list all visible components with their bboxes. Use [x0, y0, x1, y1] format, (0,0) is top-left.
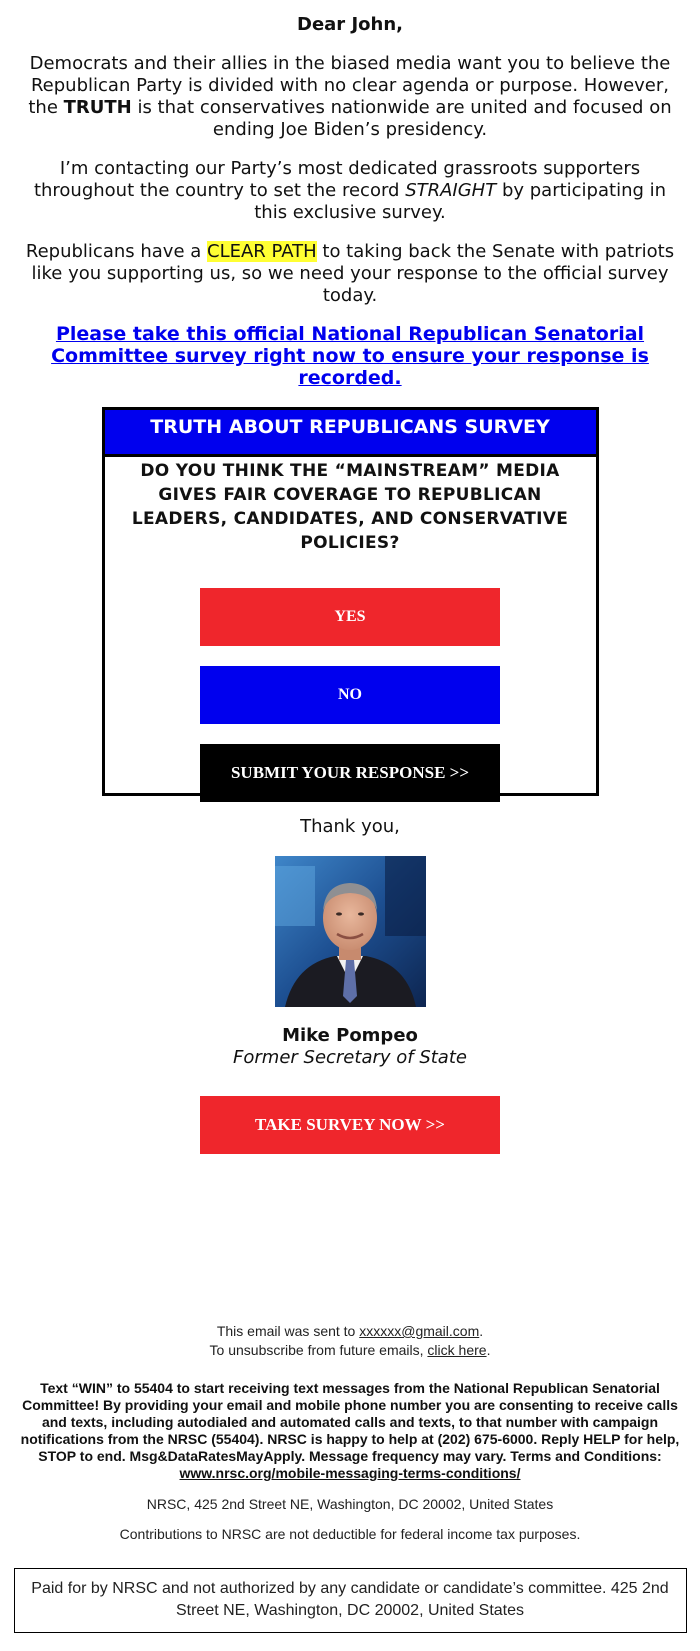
sms-disclaimer: [18, 1380, 682, 1482]
survey-header: TRUTH ABOUT REPUBLICANS SURVEY: [105, 410, 596, 457]
paragraph-1-text-b: is that conservatives nationwide are united and focused on ending Joe Biden’s presidency.: [131, 97, 672, 140]
paragraph-3-text-b: to taking back the Senate with patriots like you supporting us, so we need your response to the official survey today.: [31, 241, 675, 306]
truth-emphasis: TRUTH: [63, 97, 132, 118]
signer-title: Former Secretary of State: [233, 1047, 467, 1068]
unsubscribe-prefix: To unsubscribe from future emails,: [209, 1342, 428, 1358]
paragraph-3-text-a: Republicans have a: [25, 241, 207, 262]
sms-terms-link[interactable]: www.nrsc.org/mobile-messaging-terms-conditions/: [179, 1465, 521, 1481]
greeting: Dear John,: [297, 14, 403, 35]
unsubscribe-suffix: .: [486, 1342, 491, 1358]
thanks-text: Thank you,: [300, 816, 400, 837]
paragraph-2-text-a: I’m contacting our Party’s most dedicated grassroots supporters throughout the country to set the record: [33, 158, 641, 201]
portrait-image: [275, 856, 426, 1007]
sent-prefix: This email was sent to: [216, 1323, 360, 1339]
paid-for-disclaimer: Paid for by NRSC and not authorized by any candidate or candidate’s committee. 425 2nd Street NE, Washington, DC 20002, United States: [14, 1568, 687, 1633]
tax-notice: Contributions to NRSC are not deductible for federal income tax purposes.: [119, 1526, 581, 1542]
unsubscribe-link[interactable]: click here: [427, 1342, 487, 1358]
paragraph-1: [0, 53, 700, 141]
clear-path-highlight: CLEAR PATH: [207, 241, 317, 262]
paragraph-1-text-a: Democrats and their allies in the biased media want you to believe the Republican Party is divided with no clear agenda or purpose. However, the: [28, 53, 671, 118]
signer-name: Mike Pompeo: [282, 1025, 418, 1046]
yes-button[interactable]: YES: [200, 588, 500, 646]
survey-cta-link[interactable]: Please take this official National Republican Senatorial Committee survey right now to ensure your response is recorded.: [51, 323, 649, 389]
footer-recipient: [0, 1322, 700, 1360]
email-body: [0, 14, 700, 1633]
submit-response-button[interactable]: SUBMIT YOUR RESPONSE >>: [200, 744, 500, 802]
mailing-address: NRSC, 425 2nd Street NE, Washington, DC 20002, United States: [146, 1496, 554, 1512]
sent-suffix: .: [479, 1323, 484, 1339]
survey-question: DO YOU THINK THE “MAINSTREAM” MEDIA GIVES FAIR COVERAGE TO REPUBLICAN LEADERS, CANDIDATES, AND CONSERVATIVE POLICIES?: [131, 461, 569, 553]
paragraph-2: [0, 158, 700, 224]
recipient-email-link[interactable]: xxxxxx@gmail.com: [359, 1323, 480, 1339]
survey-box: [102, 407, 599, 796]
straight-emphasis: STRAIGHT: [405, 180, 497, 201]
paragraph-2-text-b: by participating in this exclusive survey.: [254, 180, 667, 223]
take-survey-button[interactable]: TAKE SURVEY NOW >>: [200, 1096, 500, 1154]
paragraph-3: [0, 241, 700, 307]
sms-text: Text “WIN” to 55404 to start receiving text messages from the National Republican Senatorial Committee! By providing your email and mobile phone number you are consenting to receive calls and texts, including autodialed and automated calls and texts, to that number with campaign notifications from the NRSC (55404). NRSC is happy to help at (202) 675-6000. Reply HELP for help, STOP to end. Msg&DataRatesMayApply. Message frequency may vary. Terms and Conditions:: [20, 1380, 680, 1464]
signer-photo: [275, 856, 426, 1007]
no-button[interactable]: NO: [200, 666, 500, 724]
